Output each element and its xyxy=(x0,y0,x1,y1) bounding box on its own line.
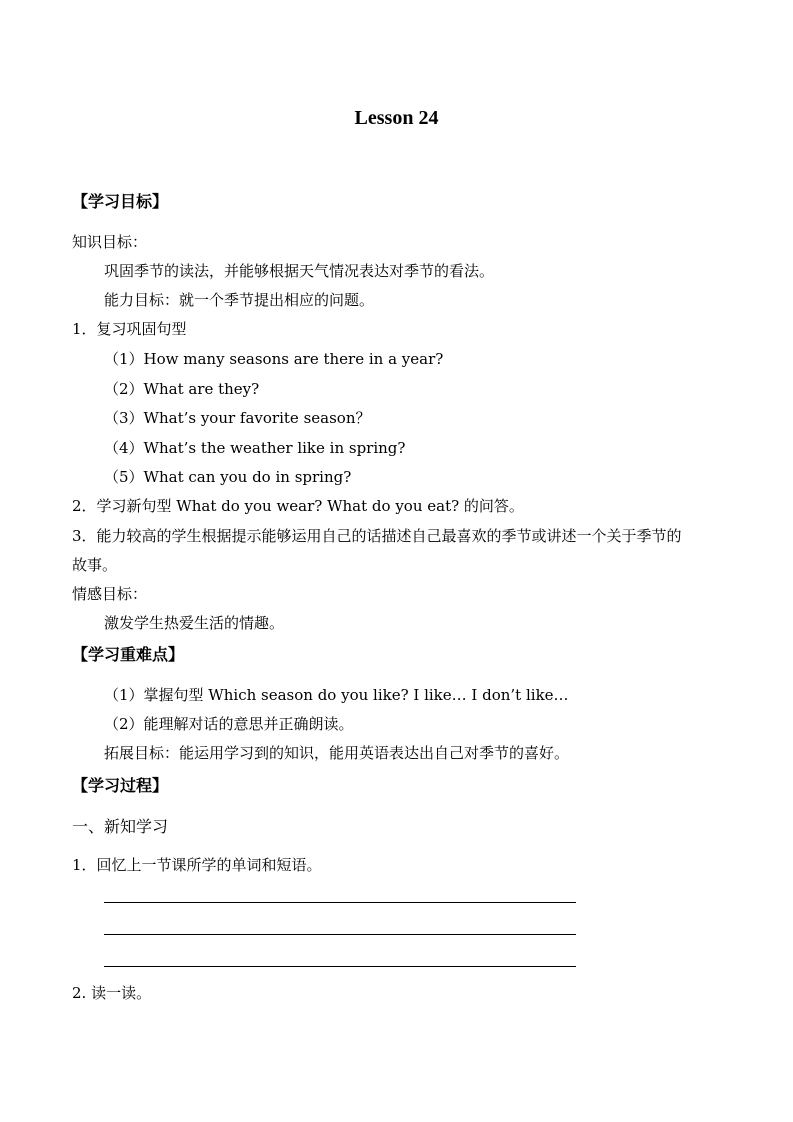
question-4: （4）What’s the weather like in spring? xyxy=(104,439,406,457)
objectives-heading: 【学习目标】 xyxy=(72,192,169,211)
question-1: （1）How many seasons are there in a year? xyxy=(104,350,444,368)
key-points-heading: 【学习重难点】 xyxy=(72,645,185,664)
question-5: （5）What can you do in spring? xyxy=(104,468,352,486)
emotion-label: 情感目标： xyxy=(72,585,148,603)
process-heading: 【学习过程】 xyxy=(72,776,169,795)
key-point-1: （1）掌握句型 Which season do you like? I like… I don’t like… xyxy=(104,686,569,704)
item-3-line-1: 3．能力较高的学生根据提示能够运用自己的话描述自己最喜欢的季节或讲述一个关于季节的 xyxy=(72,527,682,545)
key-point-2: （2）能理解对话的意思并正确朗读。 xyxy=(104,715,354,733)
answer-line-2[interactable] xyxy=(104,934,576,935)
item-2: 2．学习新句型 What do you wear? What do you eat? 的问答。 xyxy=(72,497,524,515)
answer-line-1[interactable] xyxy=(104,902,576,903)
knowledge-text: 巩固季节的读法，并能够根据天气情况表达对季节的看法。 xyxy=(104,262,495,280)
step-1: 1．回忆上一节课所学的单词和短语。 xyxy=(72,856,322,874)
part-1-heading: 一、新知学习 xyxy=(72,817,169,836)
lesson-title: Lesson 24 xyxy=(354,107,439,129)
knowledge-label: 知识目标： xyxy=(72,233,148,251)
question-2: （2）What are they? xyxy=(104,380,260,398)
ability-text: 能力目标：就一个季节提出相应的问题。 xyxy=(104,291,375,309)
step-2: 2. 读一读。 xyxy=(72,984,152,1002)
extension-text: 拓展目标：能运用学习到的知识，能用英语表达出自己对季节的喜好。 xyxy=(104,744,570,762)
emotion-text: 激发学生热爱生活的情趣。 xyxy=(104,614,285,632)
question-3: （3）What’s your favorite season？ xyxy=(104,409,371,427)
answer-line-3[interactable] xyxy=(104,966,576,967)
item-1: 1．复习巩固句型 xyxy=(72,320,187,338)
item-3-line-2: 故事。 xyxy=(72,556,118,574)
